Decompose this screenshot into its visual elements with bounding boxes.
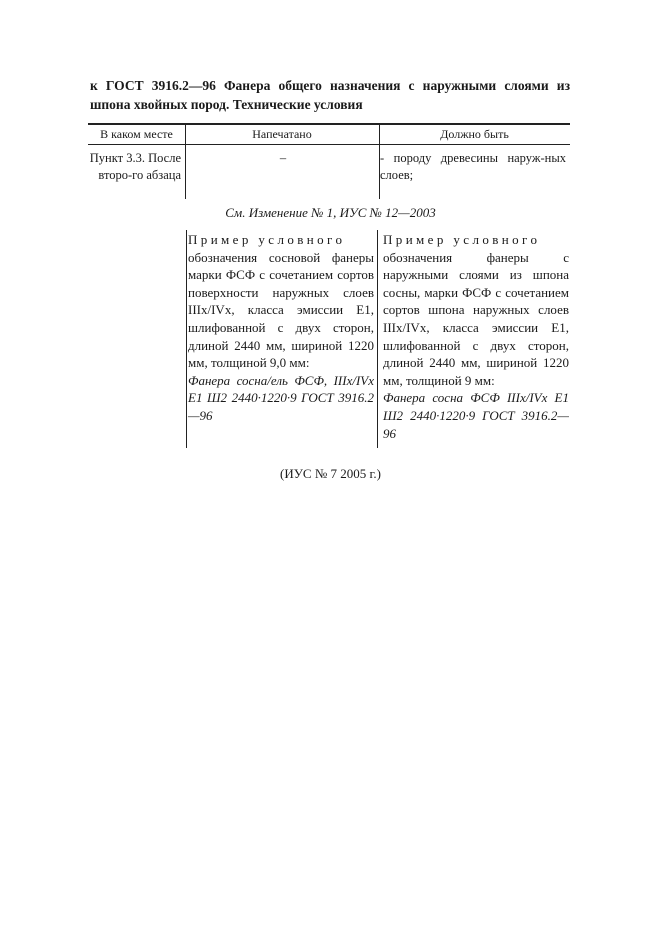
footer-note: (ИУС № 7 2005 г.): [280, 466, 381, 481]
column-divider: [186, 230, 187, 448]
table-cell-should-be: - породу древесины наруж-ных слоев;: [380, 151, 566, 182]
designation-example-block: [186, 230, 570, 448]
title-line-1: к ГОСТ 3916.2—96 Фанера общего назначения с наружными слоями из: [90, 78, 570, 93]
amendment-reference: См. Изменение № 1, ИУС № 12—2003: [225, 205, 436, 220]
example-printed: [188, 231, 374, 425]
example-should-be-designation: Фанера сосна ФСФ IIIx/IVx E1 Ш2 2440·1220·9 ГОСТ 3916.2—96: [383, 390, 569, 441]
column-header-place: В каком месте: [100, 127, 173, 141]
table-top-rule: [88, 123, 570, 125]
column-header-should-be: Должно быть: [440, 127, 509, 141]
column-header-printed: Напечатано: [252, 127, 312, 141]
example-should-be-body: обозначения фанеры с наружными слоями из шпона сосны, марки ФСФ с сочетанием сортов шпона наружных слоев IIIx/IVx, класса эмиссии E1, шлифованной с двух сторон, длиной 2440 мм, шириной 1220 мм, толщиной 9 мм:: [383, 249, 569, 388]
example-should-be-heading: Пример условного: [383, 232, 541, 247]
example-printed-heading: Пример условного: [188, 232, 346, 247]
document-title: [90, 76, 570, 114]
table-cell-place: Пункт 3.3. После второ-го абзаца: [89, 151, 181, 182]
example-printed-designation: Фанера сосна/ель ФСФ, IIIx/IVx E1 Ш2 2440·1220·9 ГОСТ 3916.2—96: [188, 372, 374, 423]
column-divider: [377, 230, 378, 448]
title-line-2: шпона хвойных пород. Технические условия: [90, 97, 363, 112]
table-header-rule: [88, 144, 570, 145]
example-should-be: [383, 231, 569, 442]
column-divider: [185, 125, 186, 199]
example-printed-body: обозначения сосновой фанеры марки ФСФ с сочетанием сортов поверхности наружных слоев IIIx/IVx, класса эмиссии E1, шлифованной с двух сторон, длиной 2440 мм, шириной 1220 мм, толщиной 9,0 мм:: [188, 249, 374, 371]
table-cell-printed: –: [279, 151, 287, 165]
